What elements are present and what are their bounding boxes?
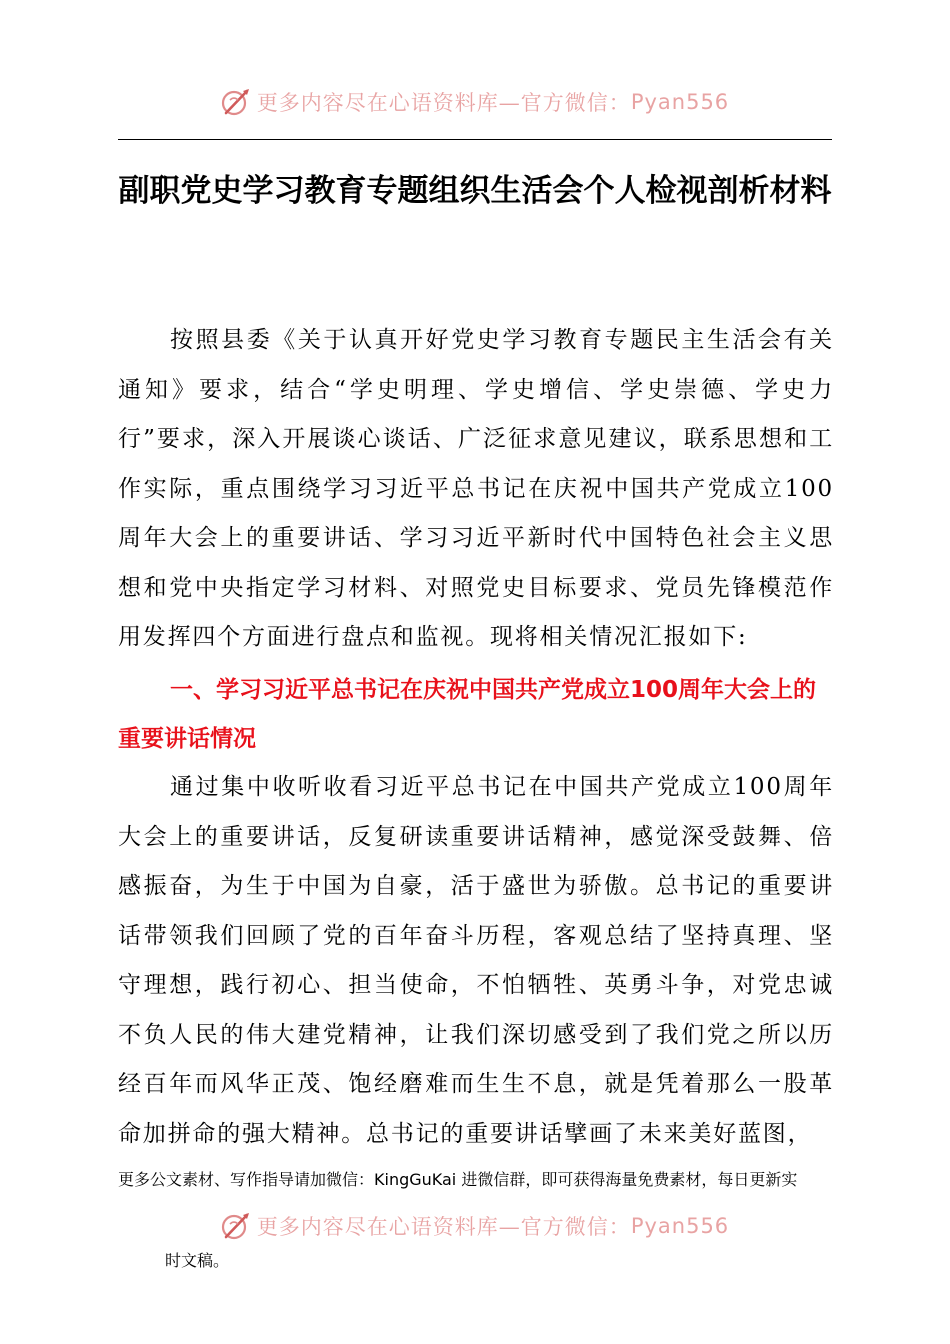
footer-watermark-banner xyxy=(0,1206,950,1246)
header-banner-inner xyxy=(221,87,729,117)
section-heading-1: 一、学习习近平总书记在庆祝中国共产党成立100周年大会上的重要讲话情况 xyxy=(118,677,817,752)
header-banner-wechat-id: Pyan556 xyxy=(630,90,730,114)
brush-pen-logo-icon xyxy=(221,87,251,117)
header-watermark-banner xyxy=(0,82,950,122)
intro-paragraph: 按照县委《关于认真开好党史学习教育专题民主生活会有关通知》要求，结合“学史明理、学史增信、学史崇德、学史力行”要求，深入开展谈心谈话、广泛征求意见建议，联系思想和工作实际，重点围绕学习习近平总书记在庆祝中国共产党成立100周年大会上的重要讲话、学习习近平新时代中国特色社会主义思想和党中央指定学习材料、对照党史目标要求、党员先锋模范作用发挥四个方面进行盘点和监视。现将相关情况汇报如下: xyxy=(118,327,834,650)
header-banner-text: 更多内容尽在心语资料库—官方微信： xyxy=(256,91,631,115)
footer-banner-text: 更多内容尽在心语资料库—官方微信： xyxy=(256,1215,631,1239)
footer-promo-note-continued: 时文稿。 xyxy=(165,1251,230,1270)
brush-pen-logo-icon xyxy=(221,1211,251,1241)
document-title: 副职党史学习教育专题组织生活会个人检视剖析材料 xyxy=(118,173,832,209)
footer-banner-inner xyxy=(221,1211,729,1241)
header-divider xyxy=(118,139,832,140)
section-1-paragraph: 通过集中收听收看习近平总书记在中国共产党成立100周年大会上的重要讲话，反复研读重要讲话精神，感觉深受鼓舞、倍感振奋，为生于中国为自豪，活于盛世为骄傲。总书记的重要讲话带领我们回顾了党的百年奋斗历程，客观总结了坚持真理、坚守理想，践行初心、担当使命，不怕牺牲、英勇斗争，对党忠诚不负人民的伟大建党精神，让我们深切感受到了我们党之所以历经百年而风华正茂、饱经磨难而生生不息，就是凭着那么一股革命加拼命的强大精神。总书记的重要讲话擘画了未来美好蓝图， xyxy=(118,774,834,1147)
footer-banner-wechat-id: Pyan556 xyxy=(630,1214,730,1238)
footer-promo-note: 更多公文素材、写作指导请加微信：KingGuKai 进微信群，即可获得海量免费素材，每日更新实 xyxy=(118,1170,798,1189)
